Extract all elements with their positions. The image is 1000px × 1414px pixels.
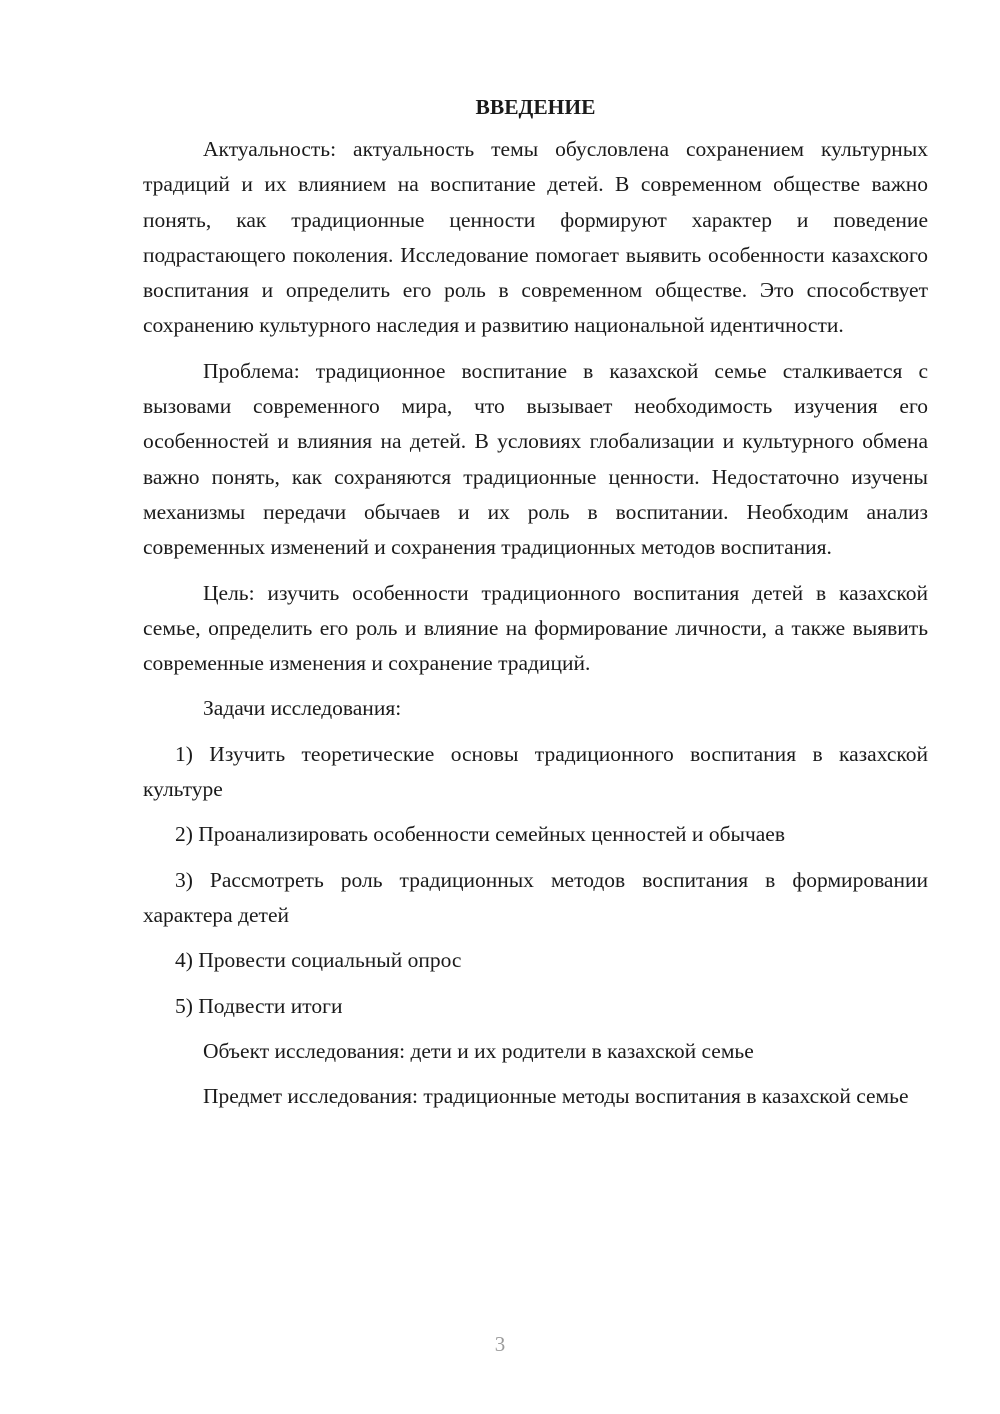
- relevance-paragraph: Актуальность: актуальность темы обусловлена сохранением культурных традиций и их влиянием на воспитание детей. В современном обществе важно понять, как традиционные ценности формируют характер и поведение подрастающего поколения. Исследование помогает выявить особенности казахского воспитания и определить его роль в современном обществе. Это способствует сохранению культурного наследия и развитию национальной идентичности.: [143, 137, 928, 338]
- object-paragraph: Объект исследования: дети и их родители в казахской семье: [203, 1038, 754, 1063]
- task-item-2: 2) Проанализировать особенности семейных ценностей и обычаев: [175, 822, 785, 847]
- tasks-heading: Задачи исследования:: [203, 696, 402, 721]
- problem-paragraph: Проблема: традиционное воспитание в казахской семье сталкивается с вызовами современного мира, что вызывает необходимость изучения его особенностей и влияния на детей. В условиях глобализации и культурного обмена важно понять, как сохраняются традиционные ценности. Недостаточно изучены механизмы передачи обычаев и их роль в воспитании. Необходим анализ современных изменений и сохранения традиционных методов воспитания.: [143, 358, 928, 560]
- page-number: 3: [494, 1332, 506, 1356]
- task-item-3: 3) Рассмотреть роль традиционных методов воспитания в формировании характера детей: [143, 867, 928, 927]
- section-title: ВВЕДЕНИЕ: [475, 95, 596, 119]
- page-body: [143, 90, 928, 1124]
- task-item-5: 5) Подвести итоги: [175, 993, 343, 1018]
- task-item-4: 4) Провести социальный опрос: [175, 948, 462, 973]
- task-item-1: 1) Изучить теоретические основы традиционного воспитания в казахской культуре: [143, 741, 928, 802]
- subject-paragraph: Предмет исследования: традиционные методы воспитания в казахской семье: [203, 1084, 909, 1109]
- goal-paragraph: Цель: изучить особенности традиционного воспитания детей в казахской семье, определить его роль и влияние на формирование личности, а также выявить современные изменения и сохранение традиций.: [143, 580, 928, 676]
